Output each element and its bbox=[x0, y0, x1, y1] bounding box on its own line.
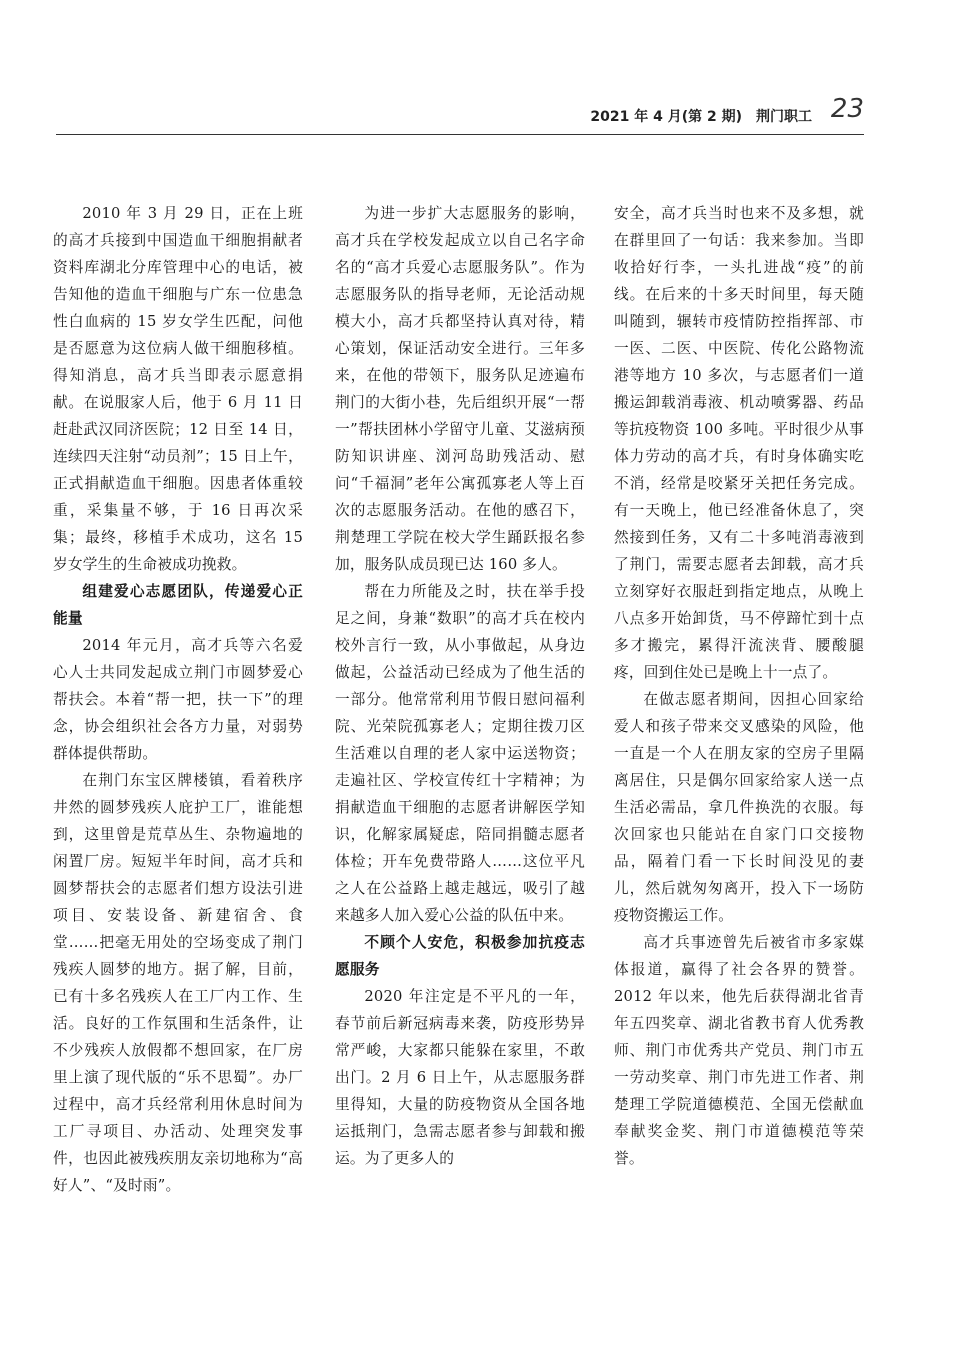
paragraph: 2010 年 3 月 29 日，正在上班的高才兵接到中国造血干细胞捐献者资料库湖北分库管理中心的电话，被告知他的造血干细胞与广东一位患急性白血病的 15 岁女学生匹配，问他是否愿意为这位病人做干细胞移植。得知消息，高才兵当即表示愿意捐献。在说服家人后，他于 6 月 11 日赶赴武汉同济医院；12 日至 14 日，连续四天注射“动员剂”；15 日上午，正式捐献造血干细胞。因患者体重较重，采集量不够，于 16 日再次采集；最终，移植手术成功，这名 15 岁女学生的生命被成功挽救。 bbox=[53, 205, 303, 573]
paragraph: 为进一步扩大志愿服务的影响，高才兵在学校发起成立以自己名字命名的“高才兵爱心志愿服务队”。作为志愿服务队的指导老师，无论活动规模大小，高才兵都坚持认真对待，精心策划，保证活动安全进行。三年多来，在他的带领下，服务队足迹遍布荆门的大街小巷，先后组织开展“一帮一”帮扶团林小学留守儿童、艾滋病预防知识讲座、浏河岛助残活动、慰问“千福洞”老年公寓孤寡老人等上百次的志愿服务活动。在他的感召下，荆楚理工学院在校大学生踊跃报名参加，服务队成员现已达 160 多人。 bbox=[335, 205, 585, 573]
article-column-1 bbox=[53, 200, 303, 1199]
paragraph: 安全，高才兵当时也来不及多想，就在群里回了一句话：我来参加。当即收拾好行李，一头扎进战“疫”的前线。在后来的十多天时间里，每天随叫随到，辗转市疫情防控指挥部、市一医、二医、中医院、传化公路物流港等地方 10 多次，与志愿者们一道搬运卸载消毒液、机动喷雾器、药品等抗疫物资 100 多吨。平时很少从事体力劳动的高才兵，有时身体确实吃不消，经常是咬紧牙关把任务完成。有一天晚上，他已经准备休息了，突然接到任务，又有二十多吨消毒液到了荆门，需要志愿者去卸载，高才兵立刻穿好衣服赶到指定地点，从晚上八点多开始卸货，马不停蹄忙到十点多才搬完，累得汗流浃背、腰酸腿疼，回到住处已是晚上十一点了。 bbox=[614, 205, 864, 681]
section-heading: 不顾个人安危，积极参加抗疫志愿服务 bbox=[335, 934, 585, 978]
issue-info: 2021 年 4 月(第 2 期) 荆门职工 bbox=[590, 109, 812, 125]
paragraph: 在做志愿者期间，因担心回家给爱人和孩子带来交叉感染的风险，他一直是一个人在朋友家的空房子里隔离居住，只是偶尔回家给家人送一点生活必需品，拿几件换洗的衣服。每次回家也只能站在自家门口交接物品，隔着门看一下长时间没见的妻儿，然后就匆匆离开，投入下一场防疫物资搬运工作。 bbox=[614, 691, 864, 924]
article-column-2 bbox=[335, 200, 585, 1172]
paragraph: 在荆门东宝区牌楼镇，看着秩序井然的圆梦残疾人庇护工厂，谁能想到，这里曾是荒草丛生、杂物遍地的闲置厂房。短短半年时间，高才兵和圆梦帮扶会的志愿者们想方设法引进项目、安装设备、新建宿舍、食堂……把毫无用处的空场变成了荆门残疾人圆梦的地方。据了解，目前，已有十多名残疾人在工厂内工作、生活。良好的工作氛围和生活条件，让不少残疾人放假都不想回家，在厂房里上演了现代版的“乐不思蜀”。办厂过程中，高才兵经常利用休息时间为工厂寻项目、办活动、处理突发事件，也因此被残疾朋友亲切地称为“高好人”、“及时雨”。 bbox=[53, 772, 303, 1194]
section-heading: 组建爱心志愿团队，传递爱心正能量 bbox=[53, 583, 303, 627]
paragraph: 2014 年元月，高才兵等六名爱心人士共同发起成立荆门市圆梦爱心帮扶会。本着“帮一把，扶一下”的理念，协会组织社会各方力量，对弱势群体提供帮助。 bbox=[53, 637, 303, 762]
header-divider bbox=[56, 134, 864, 135]
paragraph: 2020 年注定是不平凡的一年，春节前后新冠病毒来袭，防疫形势异常严峻，大家都只能躲在家里，不敢出门。2 月 6 日上午，从志愿服务群里得知，大量的防疫物资从全国各地运抵荆门，急需志愿者参与卸载和搬运。为了更多人的 bbox=[335, 988, 585, 1167]
page-number: 23 bbox=[830, 94, 864, 124]
paragraph: 帮在力所能及之时，扶在举手投足之间，身兼“数职”的高才兵在校内校外言行一致，从小事做起，从身边做起，公益活动已经成为了他生活的一部分。他常常利用节假日慰问福利院、光荣院孤寡老人；定期往拨刀区生活难以自理的老人家中运送物资；走遍社区、学校宣传红十字精神；为捐献造血干细胞的志愿者讲解医学知识，化解家属疑虑，陪同捐髓志愿者体检；开车免费带路人……这位平凡之人在公益路上越走越远，吸引了越来越多人加入爱心公益的队伍中来。 bbox=[335, 583, 585, 924]
page-header bbox=[56, 96, 864, 130]
article-column-3 bbox=[614, 200, 864, 1172]
paragraph: 高才兵事迹曾先后被省市多家媒体报道，赢得了社会各界的赞誉。2012 年以来，他先后获得湖北省青年五四奖章、湖北省教书育人优秀教师、荆门市优秀共产党员、荆门市五一劳动奖章、荆门市先进工作者、荆楚理工学院道德模范、全国无偿献血奉献奖金奖、荆门市道德模范等荣誉。 bbox=[614, 934, 864, 1167]
